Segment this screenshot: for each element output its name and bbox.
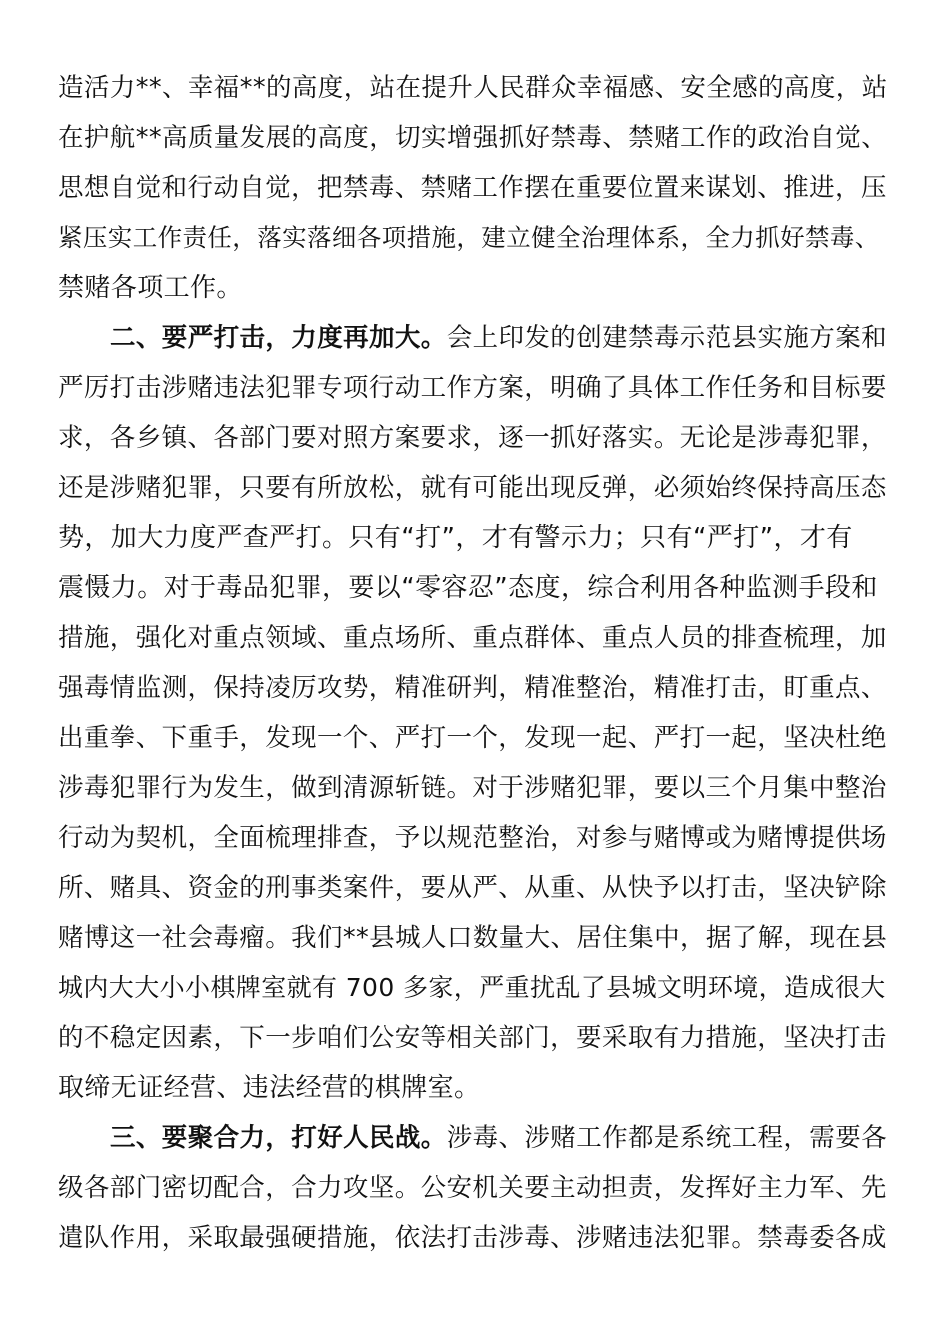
paragraph-line: 涉毒犯罪行为发生，做到清源斩链。对于涉赌犯罪，要以三个月集中整治: [58, 773, 887, 803]
paragraph-line: 的不稳定因素，下一步咱们公安等相关部门，要采取有力措施，坚决打击: [58, 1023, 887, 1053]
paragraph-line: 紧压实工作责任，落实落细各项措施，建立健全治理体系，全力抓好禁毒、: [58, 223, 880, 252]
paragraph-line: 出重拳、下重手，发现一个、严打一个，发现一起、严打一起，坚决杜绝: [58, 723, 887, 753]
section-3-heading: 三、要聚合力，打好人民战。: [110, 1123, 447, 1153]
paragraph-line: 势，加大力度严查严打。只有“打”，才有警示力；只有“严打”，才有: [58, 523, 853, 553]
paragraph-line: 还是涉赌犯罪，只要有所放松，就有可能出现反弹，必须始终保持高压态: [58, 473, 887, 503]
paragraph-line: 强毒情监测，保持凌厉攻势，精准研判，精准整治，精准打击，盯重点、: [58, 673, 887, 703]
paragraph-line: 严厉打击涉赌违法犯罪专项行动工作方案，明确了具体工作任务和目标要: [58, 373, 887, 403]
paragraph-line: 措施，强化对重点领域、重点场所、重点群体、重点人员的排查梳理，加: [58, 623, 887, 653]
paragraph-line: 行动为契机，全面梳理排查，予以规范整治，对参与赌博或为赌博提供场: [58, 823, 887, 853]
section-3-text: 涉毒、涉赌工作都是系统工程，需要各: [446, 1123, 888, 1153]
paragraph-line: 在护航**高质量发展的高度，切实增强抓好禁毒、禁赌工作的政治自觉、: [58, 123, 888, 153]
section-3-first-line: [110, 1118, 887, 1158]
paragraph-line: 造活力**、幸福**的高度，站在提升人民群众幸福感、安全感的高度，站: [58, 73, 888, 103]
section-2-text: 会上印发的创建禁毒示范县实施方案和: [446, 323, 888, 353]
paragraph-line: 遣队作用，采取最强硬措施，依法打击涉毒、涉赌违法犯罪。禁毒委各成: [58, 1223, 887, 1253]
paragraph-line: 取缔无证经营、违法经营的棋牌室。: [58, 1073, 481, 1103]
section-2-heading: 二、要严打击，力度再加大。: [110, 323, 447, 353]
paragraph-line: 城内大大小小棋牌室就有 700 多家，严重扰乱了县城文明环境，造成很大: [58, 973, 886, 1002]
paragraph-line: 思想自觉和行动自觉，把禁毒、禁赌工作摆在重要位置来谋划、推进，压: [58, 173, 887, 203]
paragraph-line: 求，各乡镇、各部门要对照方案要求，逐一抓好落实。无论是涉毒犯罪，: [58, 423, 887, 453]
paragraph-line: 所、赌具、资金的刑事类案件，要从严、从重、从快予以打击，坚决铲除: [58, 873, 887, 903]
paragraph-line: 级各部门密切配合，合力攻坚。公安机关要主动担责，发挥好主力军、先: [58, 1173, 887, 1203]
paragraph-line: 禁赌各项工作。: [58, 273, 243, 303]
paragraph-line: 震慑力。对于毒品犯罪，要以“零容忍”态度，综合利用各种监测手段和: [58, 573, 878, 603]
section-2-first-line: [110, 318, 887, 358]
paragraph-line: 赌博这一社会毒瘤。我们**县城人口数量大、居住集中，据了解，现在县: [58, 923, 888, 953]
